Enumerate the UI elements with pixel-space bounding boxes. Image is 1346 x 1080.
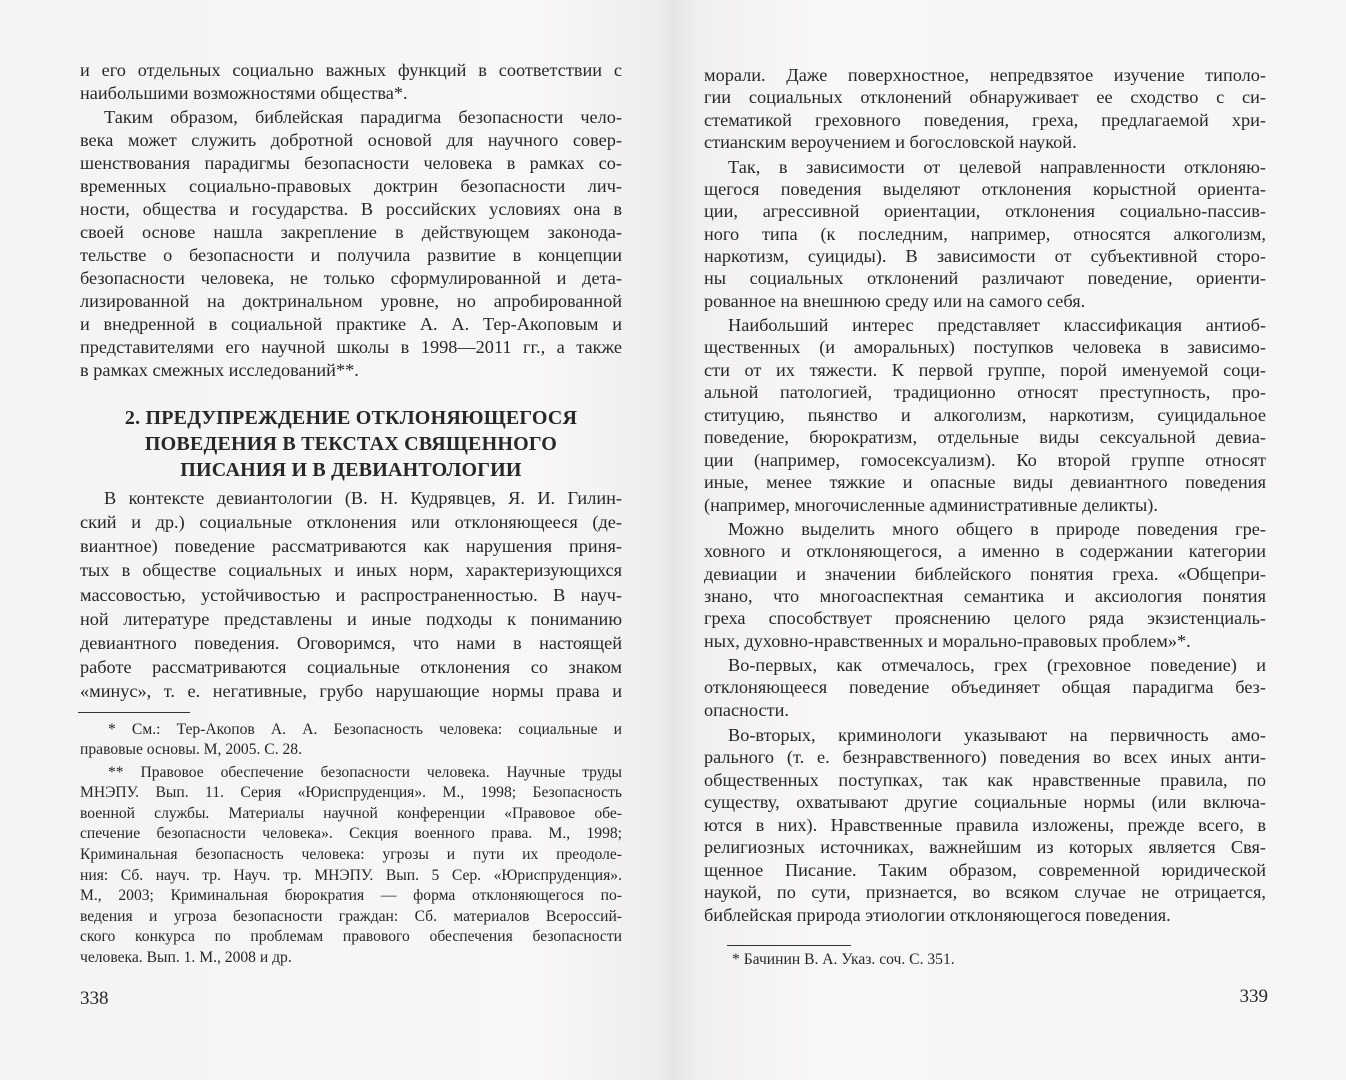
text-line: ховного и отклоняющегося, а именно в содержании категории — [704, 541, 1266, 562]
heading-line: ПОВЕДЕНИЯ В ТЕКСТАХ СВЯЩЕННОГО — [144, 433, 558, 455]
text-line: военной службы. Материалы научной конференции «Правовое обе- — [80, 804, 622, 822]
text-line: Можно выделить много общего в природе поведения гре- — [728, 518, 1266, 539]
text-line: сти от их тяжести. К первой группе, порой именуемой соци- — [704, 359, 1266, 380]
text-line: лизированной на доктринальном уровне, но апробированной — [80, 290, 622, 311]
text-line: девиации и значении библейского понятия греха. «Общепри- — [704, 563, 1266, 584]
text-line: девиантного поведения. Оговоримся, что нами в настоящей — [80, 633, 622, 654]
footnote-divider — [727, 945, 851, 946]
text-line: тельстве о безопасности и получила развитие в концепции — [80, 244, 622, 265]
text-line: века может служить добротной основой для научного совер- — [80, 129, 622, 150]
text-line: представителями его научной школы в 1998—2011 гг., а также — [80, 336, 622, 357]
text-line: Таким образом, библейская парадигма безопасности чело- — [104, 106, 622, 127]
text-line: Криминальная безопасность человека: угрозы и пути их преодоле- — [80, 846, 622, 864]
text-line: общественных поступках, так как нравственные правила, по — [704, 769, 1266, 790]
text-line: МНЭПУ. Вып. 11. Серия «Юриспруденция». М., 1998; Безопасность — [80, 784, 622, 802]
text-line: гии социальных отклонений обнаруживает ее сходство с си- — [704, 87, 1266, 108]
text-line: ции (например, гомосексуализм). Ко второй группе относят — [704, 449, 1266, 470]
page-number: 339 — [1239, 986, 1268, 1007]
paragraph — [80, 486, 622, 704]
paragraph — [704, 724, 1266, 927]
text-line: иные, менее тяжкие и опасные виды девиантного поведения — [704, 472, 1266, 493]
text-line: (например, многочисленные административные деликты). — [704, 494, 1158, 515]
paragraph — [704, 314, 1266, 517]
text-line: правовые основы. М, 2005. С. 28. — [80, 741, 302, 759]
text-line: опасности. — [704, 699, 789, 720]
paragraph — [80, 106, 622, 382]
text-line: ского конкурса по проблемам правового обеспечения безопасности — [80, 928, 622, 946]
text-line: и его отдельных социально важных функций в соответствии с — [80, 59, 622, 80]
text-line: щенное Писание. Таким образом, современной юридической — [704, 859, 1266, 880]
text-line: * См.: Тер-Акопов А. А. Безопасность человека: социальные и — [108, 720, 622, 738]
text-line: существу, охватывают другие социальные нормы (или включа- — [704, 792, 1266, 813]
text-line: тых в обществе социальных и иных норм, характеризующихся — [80, 560, 622, 581]
left-page — [80, 0, 622, 1080]
text-line: ** Правовое обеспечение безопасности человека. Научные труды — [108, 763, 622, 781]
text-line: Во-вторых, криминологи указывают на первичность амо- — [728, 724, 1266, 745]
text-line: в рамках смежных исследований**. — [80, 359, 359, 380]
text-line: работе рассматриваются социальные отклонения со знаком — [80, 657, 622, 678]
text-line: щегося поведения выделяют отклонения корыстной ориента- — [704, 179, 1266, 200]
heading-line: ПИСАНИЯ И В ДЕВИАНТОЛОГИИ — [180, 459, 522, 481]
text-line: стианским вероучением и богословской наукой. — [704, 132, 1077, 153]
text-line: ции, агрессивной ориентации, отклонения социально-пассив- — [704, 201, 1266, 222]
text-line: * Бачинин В. А. Указ. соч. С. 351. — [732, 950, 955, 968]
footnote — [704, 950, 1266, 971]
text-line: религиозных источниках, важнейшим из которых является Свя- — [704, 837, 1266, 858]
text-line: М., 2003; Криминальная бюрократия — форма отклоняющегося по- — [80, 887, 622, 905]
text-line: знано, что многоаспектная семантика и аксиология понятия — [704, 585, 1266, 606]
text-line: Во-первых, как отмечалось, грех (греховное поведение) и — [728, 654, 1266, 675]
paragraph — [704, 156, 1266, 312]
text-line: щественных (и аморальных) поступков человека в зависимо- — [704, 337, 1266, 358]
text-line: своей основе нашла закрепление в действующем законода- — [80, 221, 622, 242]
text-line: человека. Вып. 1. М., 2008 и др. — [80, 949, 292, 967]
text-line: ны социальных отклонений различают поведение, ориенти- — [704, 268, 1266, 289]
text-line: наибольшими возможностями общества*. — [80, 82, 408, 103]
text-line: и внедренной в социальной практике А. А. Тер-Акоповым и — [80, 313, 622, 334]
footnote — [80, 720, 622, 761]
text-line: ведения и угроза безопасности граждан: Сб. материалов Всероссий- — [80, 907, 622, 925]
text-line: ский и др.) социальные отклонения или отклоняющееся (де- — [80, 512, 622, 533]
paragraph — [704, 518, 1266, 652]
section-heading — [80, 405, 622, 483]
text-line: ной литературе представлены и иные подходы к пониманию — [80, 608, 622, 629]
text-line: виантное) поведение рассматриваются как нарушения приня- — [80, 536, 622, 557]
paragraph — [704, 654, 1266, 722]
text-line: шенствования парадигмы безопасности человека в рамках со- — [80, 152, 622, 173]
text-line: Наибольший интерес представляет классификация антиоб- — [728, 314, 1266, 335]
text-line: рального (т. е. безнравственного) поведения во всех иных анти- — [704, 747, 1266, 768]
text-line: ности, общества и государства. В российских условиях она в — [80, 198, 622, 219]
text-line: библейская природа этиологии отклоняющегося поведения. — [704, 904, 1171, 925]
text-line: наукой, по сути, признается, во всяком случае не отрицается, — [704, 882, 1266, 903]
text-line: В контексте девиантологии (В. Н. Кудрявцев, Я. И. Гилин- — [104, 487, 622, 508]
footnote — [80, 763, 622, 969]
text-line: рованное на внешнюю среду или на самого себя. — [704, 290, 1086, 311]
text-line: «минус», т. е. негативные, грубо нарушающие нормы права и — [80, 681, 622, 702]
text-line: безопасности человека, не только сформулированной и дета- — [80, 267, 622, 288]
right-page — [704, 0, 1266, 1080]
text-line: отклоняющееся поведение объединяет общая парадигма без- — [704, 677, 1266, 698]
text-line: альной патологией, традиционно относят преступность, про- — [704, 382, 1266, 403]
text-line: ституцию, пьянство и алкоголизм, наркотизм, суицидальное — [704, 404, 1266, 425]
heading-line: 2. ПРЕДУПРЕЖДЕНИЕ ОТКЛОНЯЮЩЕГОСЯ — [124, 407, 578, 429]
footnote-divider — [78, 712, 190, 713]
text-line: временных социально-правовых доктрин безопасности лич- — [80, 175, 622, 196]
text-line: наркотизм, суициды). В зависимости от субъективной сторо- — [704, 246, 1266, 267]
text-line: массовостью, устойчивостью и распространенностью. В науч- — [80, 584, 622, 605]
text-line: поведение, бюрократизм, отдельные виды сексуальной девиа- — [704, 427, 1266, 448]
text-line: ного типа (к последним, например, относятся алкоголизм, — [704, 223, 1266, 244]
text-line: стематикой греховного поведения, греха, предлагаемой хри- — [704, 109, 1266, 130]
text-line: ются в них). Нравственные правила изложены, прежде всего, в — [704, 814, 1266, 835]
text-line: ных, духовно-нравственных и морально-правовых проблем»*. — [704, 630, 1191, 651]
page-number: 338 — [80, 988, 109, 1009]
text-line: греха способствует прояснению целого ряда экзистенциаль- — [704, 608, 1266, 629]
text-line: спечение безопасности человека». Секция военного права. М., 1998; — [80, 825, 622, 843]
paragraph — [80, 59, 622, 105]
text-line: морали. Даже поверхностное, непредвзятое изучение типоло- — [704, 64, 1266, 85]
paragraph — [704, 64, 1266, 154]
text-line: Так, в зависимости от целевой направленности отклоняю- — [728, 156, 1266, 177]
text-line: ния: Сб. науч. тр. Науч. тр. МНЭПУ. Вып. 5 Сер. «Юриспруденция». — [80, 866, 622, 884]
